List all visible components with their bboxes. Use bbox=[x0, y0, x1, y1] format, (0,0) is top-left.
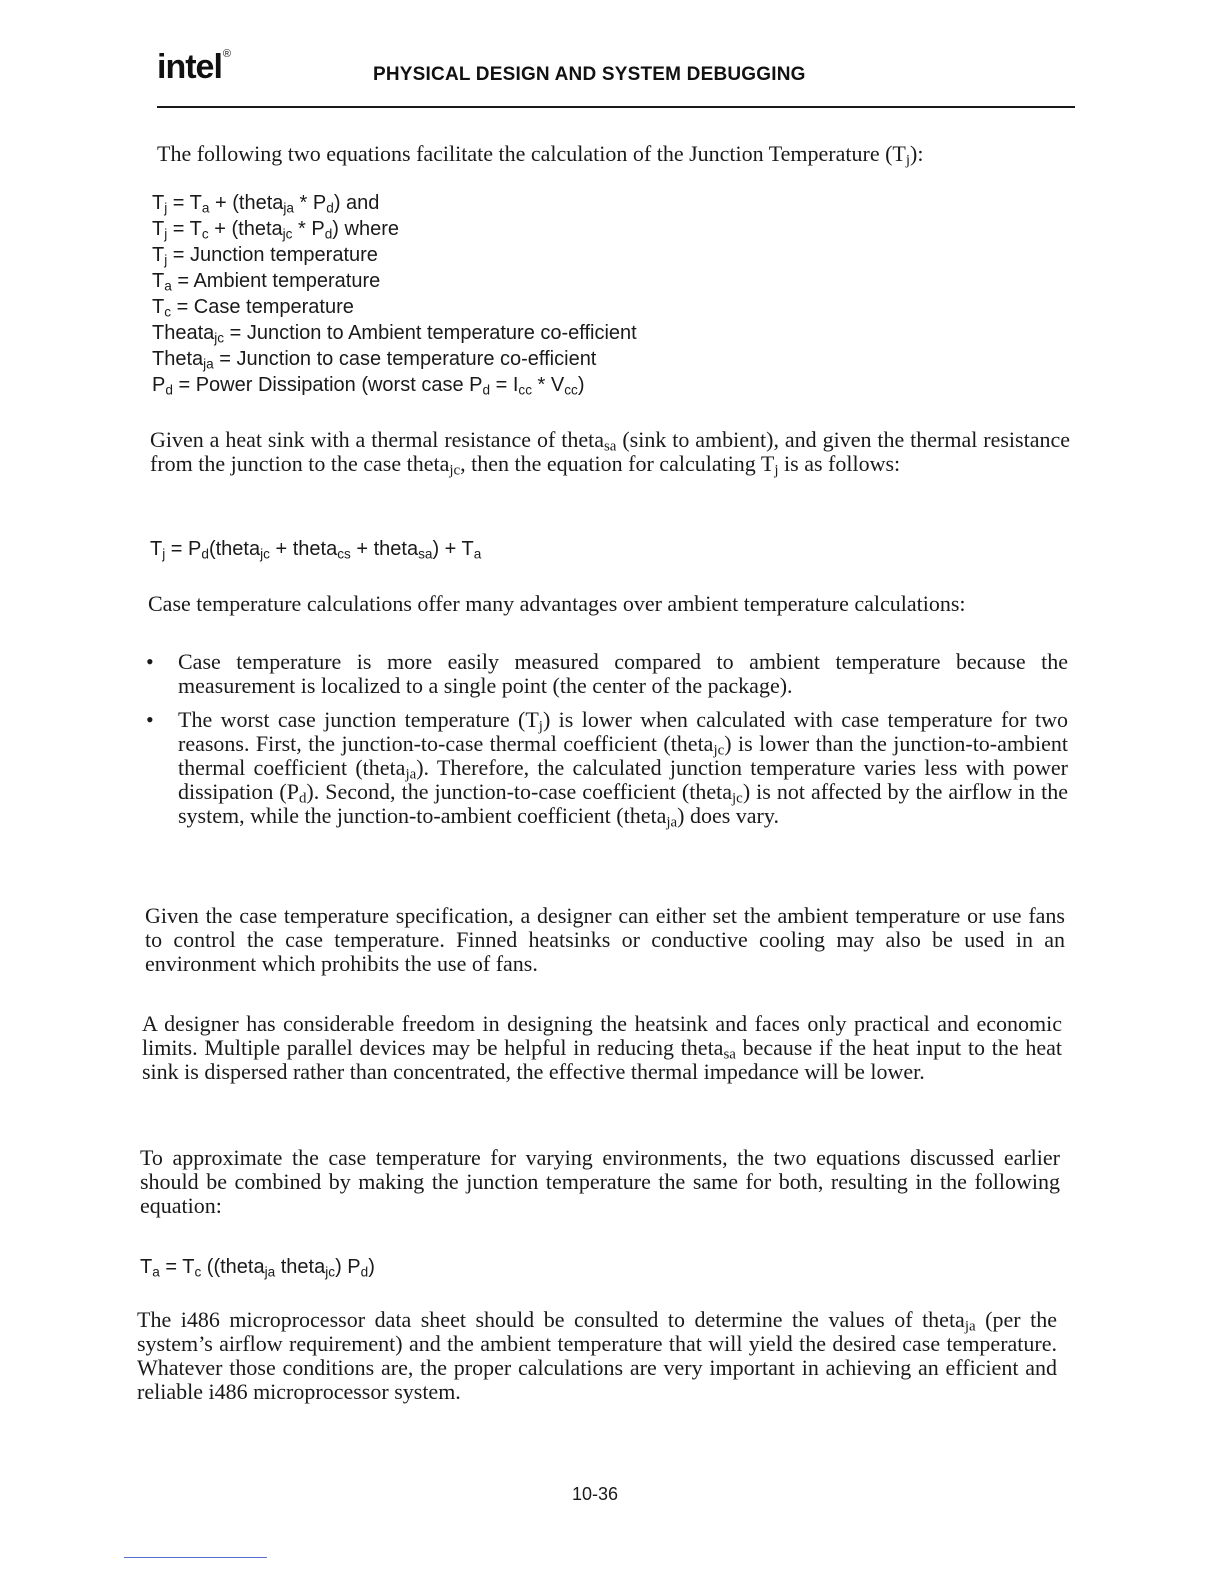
approximation-paragraph: To approximate the case temperature for varying environments, the two equations discussed earlier should be combined by making the junction temperature the same for both, resulting in the following equation: bbox=[140, 1145, 1060, 1218]
list-item: • Case temperature is more easily measured compared to ambient temperature because the measurement is localized to a single point (the center of the package). bbox=[146, 650, 1068, 698]
ambient-temp-equation: $T_a = T_c$ ((theta$_{ja}$ theta$_{jc}$) $P_d$) bbox=[140, 1256, 375, 1280]
definition-line: $T_j$ = Junction temperature bbox=[152, 244, 378, 268]
definition-line: $T_a$ = Ambient temperature bbox=[152, 270, 381, 294]
definitions-block bbox=[152, 190, 637, 398]
footer-rule bbox=[124, 1557, 267, 1558]
heat-sink-paragraph: Given a heat sink with a thermal resistance of theta$_{sa}$ (sink to ambient), and given the thermal resistance from the junction to the case theta$_{jc}$, then the equation for calculating $T_j$ is as follows: bbox=[150, 427, 1071, 479]
datasheet-paragraph: The i486 microprocessor data sheet should be consulted to determine the values of theta$_{ja}$ (per the system’s airflow requirement) and the ambient temperature that will yield the desired case temperature. Whatever those conditions are, the proper calculations are very important in achieving an efficient and reliable i486 microprocessor system. bbox=[137, 1307, 1058, 1404]
page-number: 10-36 bbox=[572, 1484, 619, 1504]
intro-paragraph: The following two equations facilitate the calculation of the Junction Temperature $(T_j)$: bbox=[157, 141, 924, 169]
definition-line: $T_j = T_a$ + (theta$_{ja}$ * $P_d$) and bbox=[152, 192, 380, 216]
definition-line: $T_j = T_c$ + (theta$_{jc}$ * $P_d$) where bbox=[152, 218, 399, 242]
definition-line: Theta$_{ja}$ = Junction to case temperature co-efficient bbox=[152, 348, 597, 372]
header-title: PHYSICAL DESIGN AND SYSTEM DEBUGGING bbox=[373, 64, 806, 85]
advantages-list bbox=[146, 650, 1068, 838]
list-item: • The worst case junction temperature $(T_j)$ is lower when calculated with case temperature for two reasons. First, the junction-to-case thermal coefficient (theta$_{jc}$) is lower than the junction-to-ambient thermal coefficient (theta$_{ja}$). Therefore, the calculated junction temperature varies less with power dissipation $(P_d)$. Second, the junction-to-case coefficient (theta$_{jc}$) is not affected by the airflow in the system, while the junction-to-ambient coefficient (theta$_{ja}$) does vary. bbox=[146, 708, 1068, 828]
definition-line: $P_d$ = Power Dissipation (worst case $P_d = I_{cc} * V_{cc}$) bbox=[152, 374, 585, 398]
intel-logo: intel® bbox=[157, 48, 231, 86]
junction-temp-equation: $T_j$ = $P_d(theta_{jc}$ + theta$_{cs}$ + theta$_{sa}$) + $T_a$ bbox=[150, 538, 482, 562]
case-spec-paragraph: Given the case temperature specification, a designer can either set the ambient temperature or use fans to control the case temperature. Finned heatsinks or conductive cooling may also be used in an environment which prohibits the use of fans. bbox=[145, 903, 1065, 976]
page-header bbox=[157, 40, 1075, 108]
definition-line: Theata$_{jc}$ = Junction to Ambient temperature co-efficient bbox=[152, 322, 637, 346]
design-freedom-paragraph: A designer has considerable freedom in designing the heatsink and faces only practical and economic limits. Multiple parallel devices may be helpful in reducing theta$_{sa}$ because if the heat input to the heat sink is dispersed rather than concentrated, the effective thermal impedance will be lower. bbox=[142, 1011, 1062, 1084]
case-advantages-paragraph: Case temperature calculations offer many advantages over ambient temperature calculations: bbox=[148, 591, 966, 616]
definition-line: $T_c$ = Case temperature bbox=[152, 296, 354, 320]
